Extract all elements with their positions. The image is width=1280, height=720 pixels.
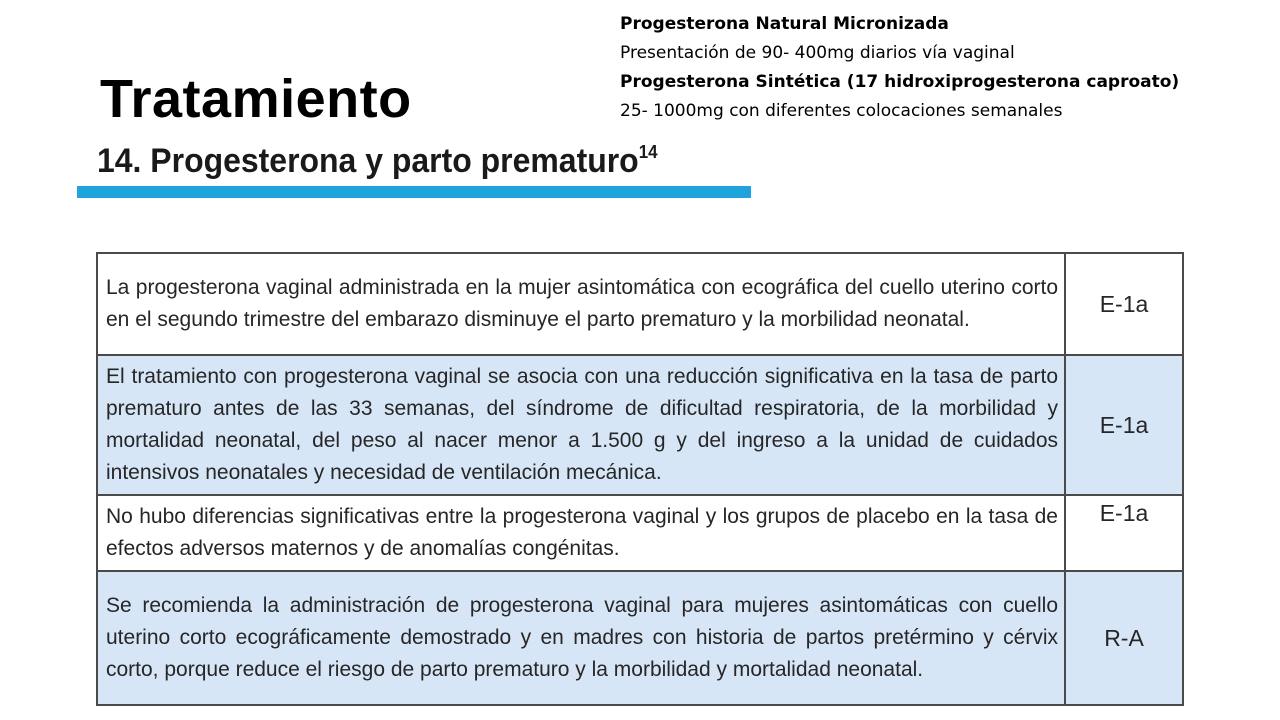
- statement-cell: El tratamiento con progesterona vaginal se asocia con una reducción significativa en la tasa de parto prematuro antes de las 33 semanas, del síndrome de dificultad respiratoria, de la morbilidad y mortalidad neonatal, del peso al nacer menor a 1.500 g y del ingreso a la unidad de cuidados intensivos neonatales y necesidad de ventilación mecánica.: [97, 355, 1065, 495]
- statement-cell: No hubo diferencias significativas entre la progesterona vaginal y los grupos de placebo en la tasa de efectos adversos maternos y de anomalías congénitas.: [97, 495, 1065, 571]
- natural-progesterone-label: Progesterona Natural Micronizada: [620, 14, 949, 34]
- table-row: [97, 495, 1183, 571]
- evidence-grade-cell: E-1a: [1065, 355, 1183, 495]
- evidence-grade-cell: E-1a: [1065, 253, 1183, 355]
- statement-cell: Se recomienda la administración de progesterona vaginal para mujeres asintomáticas con cuello uterino corto ecográficamente demostrado y en madres con historia de partos pretérmino y cérvix corto, porque reduce el riesgo de parto prematuro y la morbilidad y mortalidad neonatal.: [97, 571, 1065, 705]
- synthetic-progesterone-label: Progesterona Sintética (17 hidroxiprogesterona caproato): [620, 72, 1180, 92]
- treatment-info: [620, 10, 1179, 126]
- heading-underline: [77, 186, 751, 198]
- evidence-table: [96, 252, 1184, 706]
- synthetic-progesterone-dose: 25- 1000mg con diferentes colocaciones semanales: [620, 101, 1063, 121]
- natural-progesterone-dose: Presentación de 90- 400mg diarios vía vaginal: [620, 43, 1015, 63]
- slide-title: Tratamiento: [100, 69, 412, 129]
- recommendation-grade-cell: R-A: [1065, 571, 1183, 705]
- table-row: [97, 355, 1183, 495]
- evidence-grade-cell: E-1a: [1065, 495, 1183, 571]
- section-heading: [97, 141, 658, 181]
- reference-superscript: 14: [638, 142, 658, 162]
- statement-cell: La progesterona vaginal administrada en la mujer asintomática con ecográfica del cuello uterino corto en el segundo trimestre del embarazo disminuye el parto prematuro y la morbilidad neonatal.: [97, 253, 1065, 355]
- section-heading-text: 14. Progesterona y parto prematuro: [97, 142, 639, 180]
- table-row: [97, 571, 1183, 705]
- table-row: [97, 253, 1183, 355]
